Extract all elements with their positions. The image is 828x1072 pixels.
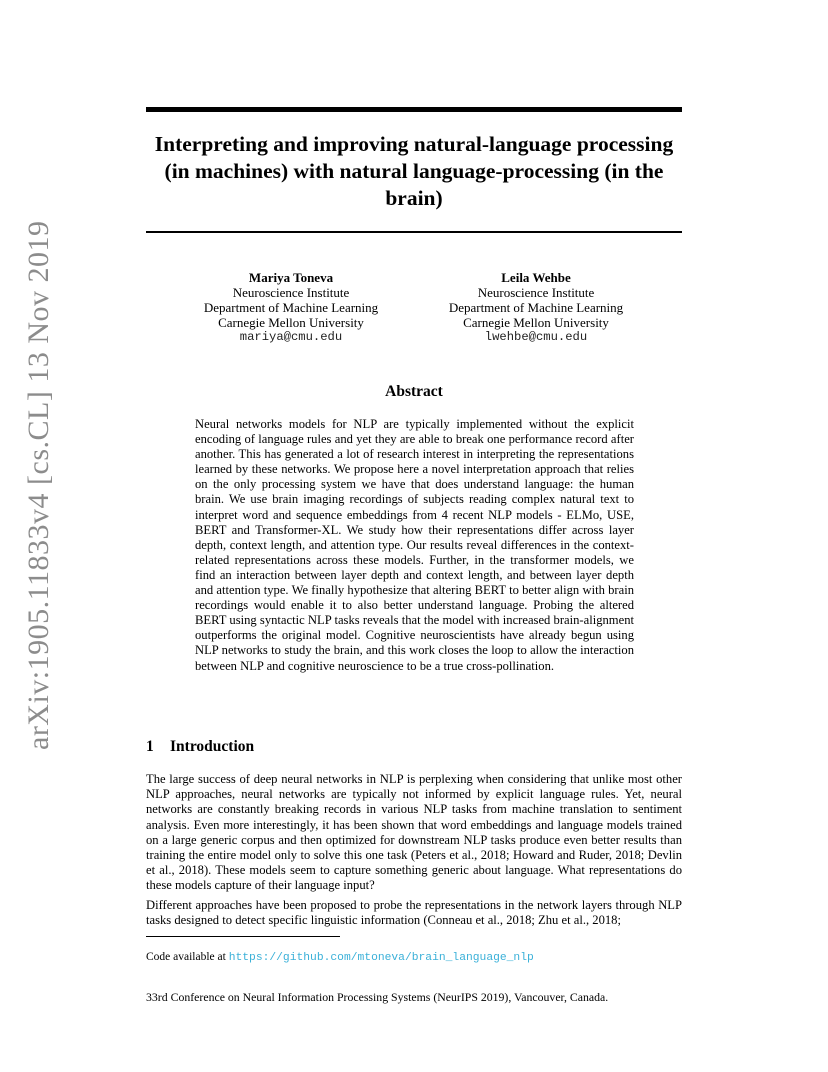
paper-title: Interpreting and improving natural-language processing (in machines) with natural language-processing (in the brain) — [154, 132, 674, 210]
footnote-rule — [146, 936, 340, 937]
author-affiliation: Department of Machine Learning — [448, 300, 624, 315]
footnote — [146, 951, 534, 964]
conference-note: 33rd Conference on Neural Information Processing Systems (NeurIPS 2019), Vancouver, Canada. — [146, 990, 609, 1004]
author-affiliation: Neuroscience Institute — [477, 285, 595, 300]
section-title: Introduction — [170, 738, 255, 755]
footnote-text: Code available at — [146, 951, 229, 963]
abstract-text: Neural networks models for NLP are typically implemented without the explicit encoding of language rules and yet they are able to break one performance record after another. This has generated a lot of research interest in interpreting the representations learned by these networks. We propose here a novel interpretation approach that relies on the only processing system we have that does understand language: the human brain. We use brain imaging recordings of subjects reading complex natural text to interpret word and sequence embeddings from 4 recent NLP models - ELMo, USE, BERT and Transformer-XL. We study how their representations differ across layer depth, context length, and attention type. Our results reveal differences in the context-related representations across these models. Further, in the transformer models, we find an interaction between layer depth and context length, and between layer depth and attention type. We finally hypothesize that altering BERT to better align with brain recordings would enable it to also better understand language. Probing the altered BERT using syntactic NLP tasks reveals that the model with increased brain-alignment outperforms the original model. Cognitive neuroscientists have already begun using NLP networks to study the brain, and this work closes the loop to allow the interaction between NLP and cognitive neuroscience to be a true cross-pollination. — [195, 417, 634, 673]
author-email[interactable]: mariya@cmu.edu — [239, 330, 343, 344]
author-affiliation: Carnegie Mellon University — [463, 315, 609, 330]
author-affiliation: Carnegie Mellon University — [218, 315, 364, 330]
section-heading — [146, 738, 254, 756]
author-block-1 — [171, 270, 411, 345]
title-top-rule — [146, 107, 682, 112]
code-link[interactable]: https://github.com/mtoneva/brain_language_nlp — [228, 952, 534, 964]
author-affiliation: Neuroscience Institute — [232, 285, 350, 300]
author-name: Mariya Toneva — [248, 270, 334, 285]
body-paragraph: Different approaches have been proposed to probe the representations in the network layers through NLP tasks designed to detect specific linguistic information (Conneau et al., 2018; Zhu et al., 2018; — [146, 898, 682, 928]
author-affiliation: Department of Machine Learning — [203, 300, 379, 315]
title-bottom-rule — [146, 231, 682, 233]
abstract-heading: Abstract — [385, 383, 443, 400]
arxiv-identifier: arXiv:1905.11833v4 [cs.CL] 13 Nov 2019 — [22, 220, 55, 750]
author-block-2 — [416, 270, 656, 345]
section-number: 1 — [146, 738, 154, 755]
author-name: Leila Wehbe — [501, 270, 571, 285]
author-email[interactable]: lwehbe@cmu.edu — [484, 330, 588, 344]
body-paragraph: The large success of deep neural networks in NLP is perplexing when considering that unlike most other NLP approaches, neural networks are typically not informed by explicit language rules. Yet, neural networks are constantly breaking records in various NLP tasks from machine translation to sentiment analysis. Even more interestingly, it has been shown that word embeddings and language models trained on a large generic corpus and then optimized for downstream NLP tasks produce even better results than training the entire model only to solve this one task (Peters et al., 2018; Howard and Ruder, 2018; Devlin et al., 2018). These models seem to capture something generic about language. What representations do these models capture of their language input? — [146, 772, 682, 893]
